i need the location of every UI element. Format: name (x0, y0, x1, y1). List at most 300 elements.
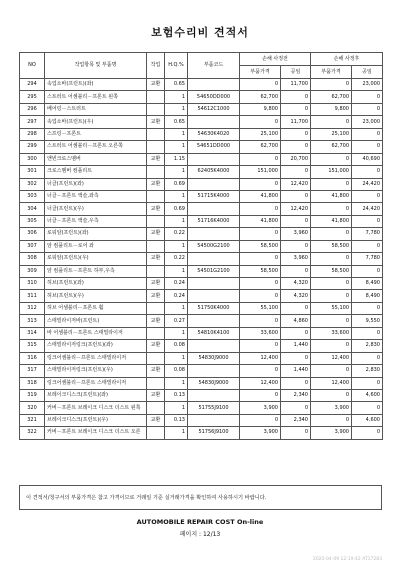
cell-bl: 20,700 (281, 153, 311, 165)
cell-bp: 25,100 (240, 128, 281, 140)
cell-ap: 3,900 (311, 402, 352, 414)
cell-bl: 11,700 (281, 116, 311, 128)
cell-hq: 0.69 (165, 203, 188, 215)
cell-al: 0 (352, 190, 383, 202)
cell-bp: 0 (240, 389, 281, 401)
cell-no: 295 (20, 91, 45, 103)
cell-work (147, 141, 165, 153)
cell-name: 너클(프런트)(우) (45, 203, 147, 215)
table-row (20, 103, 383, 115)
cell-bp: 0 (240, 79, 281, 91)
cell-work (147, 240, 165, 252)
cell-bp: 0 (240, 178, 281, 190)
cell-ap: 41,800 (311, 215, 352, 227)
cell-no: 313 (20, 315, 45, 327)
cell-al: 0 (352, 427, 383, 439)
table-row (20, 302, 383, 314)
cell-hq: 1 (165, 302, 188, 314)
table-row (20, 166, 383, 178)
col-name: 작업항목 및 부품명 (45, 53, 147, 79)
cell-code (188, 278, 240, 290)
table-row (20, 265, 383, 277)
cell-bl: 0 (281, 141, 311, 153)
cell-ap: 0 (311, 278, 352, 290)
cell-bl: 0 (281, 190, 311, 202)
cell-no: 300 (20, 153, 45, 165)
cell-al: 0 (352, 240, 383, 252)
cell-bp: 0 (240, 228, 281, 240)
cell-work: 교환 (147, 228, 165, 240)
cell-hq: 0.13 (165, 414, 188, 426)
cell-al: 9,550 (352, 315, 383, 327)
table-row (20, 240, 383, 252)
cell-hq: 1 (165, 352, 188, 364)
cell-bp: 58,500 (240, 240, 281, 252)
cell-no: 302 (20, 178, 45, 190)
cell-bl: 0 (281, 128, 311, 140)
cell-no: 318 (20, 377, 45, 389)
cell-work (147, 302, 165, 314)
cell-bp: 151,000 (240, 166, 281, 178)
cell-al: 4,600 (352, 414, 383, 426)
cell-name: 스태빌라이저링크(프런트)(좌) (45, 340, 147, 352)
cell-no: 316 (20, 352, 45, 364)
cell-al: 8,490 (352, 290, 383, 302)
cell-ap: 0 (311, 365, 352, 377)
cell-no: 304 (20, 203, 45, 215)
cell-al: 2,830 (352, 365, 383, 377)
table-row (20, 377, 383, 389)
cell-work (147, 427, 165, 439)
cell-bl: 0 (281, 265, 311, 277)
cell-al: 24,420 (352, 178, 383, 190)
cell-hq: 1 (165, 327, 188, 339)
cell-al: 7,780 (352, 253, 383, 265)
cell-bp: 62,700 (240, 91, 281, 103)
cell-name: 링크어셈블리－프론트 스태빌라이저 (45, 377, 147, 389)
cell-hq: 0.27 (165, 315, 188, 327)
cell-ap: 3,900 (311, 427, 352, 439)
table-row (20, 116, 383, 128)
cell-bp: 3,900 (240, 427, 281, 439)
cell-hq: 0.22 (165, 253, 188, 265)
col-before: 손해 사정전 (240, 53, 311, 66)
cell-no: 307 (20, 240, 45, 252)
cell-name: 너클－프론트 액슬,우측 (45, 215, 147, 227)
table-row (20, 290, 383, 302)
document-title: 보험수리비 견적서 (151, 26, 249, 39)
cell-hq: 1 (165, 215, 188, 227)
cell-bl: 0 (281, 91, 311, 103)
cell-no: 301 (20, 166, 45, 178)
cell-ap: 0 (311, 203, 352, 215)
cell-ap: 0 (311, 253, 352, 265)
cell-name: 커버－프론트 브레이크 디스크 더스트 왼쪽 (45, 402, 147, 414)
cell-bp: 12,400 (240, 377, 281, 389)
table-row (20, 228, 383, 240)
cell-name: 앤빈크로스멤버 (45, 153, 147, 165)
col-hq: H.Q.% (165, 53, 188, 79)
cell-hq: 1 (165, 91, 188, 103)
cell-bp: 0 (240, 278, 281, 290)
cell-code: 54650DD000 (188, 91, 240, 103)
cell-bl: 0 (281, 377, 311, 389)
cell-code: 54612C1000 (188, 103, 240, 115)
cell-al: 0 (352, 377, 383, 389)
cell-name: 링크어셈블리－프론트 스태빌라이저 (45, 352, 147, 364)
cell-bl: 0 (281, 215, 311, 227)
cell-bp: 62,700 (240, 141, 281, 153)
cell-ap: 0 (311, 153, 352, 165)
cell-bl: 2,340 (281, 389, 311, 401)
cell-work (147, 166, 165, 178)
cell-bl: 0 (281, 166, 311, 178)
cell-code: 62405K4000 (188, 166, 240, 178)
cell-work: 교환 (147, 315, 165, 327)
cell-al: 0 (352, 103, 383, 115)
cell-code: 54501G2100 (188, 265, 240, 277)
cell-bp: 0 (240, 203, 281, 215)
cell-bl: 3,960 (281, 253, 311, 265)
cell-bp: 0 (240, 315, 281, 327)
cell-ap: 12,400 (311, 377, 352, 389)
cell-al: 0 (352, 352, 383, 364)
cell-code (188, 414, 240, 426)
cell-ap: 0 (311, 79, 352, 91)
cell-bl: 0 (281, 302, 311, 314)
cell-al: 4,600 (352, 389, 383, 401)
cell-bl: 0 (281, 427, 311, 439)
cell-bp: 0 (240, 253, 281, 265)
cell-ap: 41,800 (311, 190, 352, 202)
cell-ap: 0 (311, 290, 352, 302)
cell-code (188, 290, 240, 302)
cell-hq: 1 (165, 240, 188, 252)
cell-bp: 0 (240, 290, 281, 302)
table-row (20, 215, 383, 227)
cell-work (147, 327, 165, 339)
cell-name: 스트러트 어셈블리－프론트 오른쪽 (45, 141, 147, 153)
cell-code: 51756J9100 (188, 427, 240, 439)
cell-bl: 1,440 (281, 365, 311, 377)
cell-work: 교환 (147, 79, 165, 91)
table-row (20, 178, 383, 190)
cell-code (188, 228, 240, 240)
cell-no: 322 (20, 427, 45, 439)
cell-code: 54830J9000 (188, 352, 240, 364)
cell-bl: 0 (281, 240, 311, 252)
page-number: 페이지 : 12/13 (179, 531, 221, 538)
cell-work: 교환 (147, 116, 165, 128)
cell-ap: 0 (311, 228, 352, 240)
cell-al: 8,490 (352, 278, 383, 290)
cell-al: 7,780 (352, 228, 383, 240)
cell-no: 305 (20, 215, 45, 227)
cell-no: 309 (20, 265, 45, 277)
cell-no: 306 (20, 228, 45, 240)
table-row (20, 427, 383, 439)
cell-work (147, 402, 165, 414)
cell-code: 51755J9100 (188, 402, 240, 414)
cell-al: 2,830 (352, 340, 383, 352)
cell-work: 교환 (147, 253, 165, 265)
cell-bp: 41,800 (240, 190, 281, 202)
cell-work: 교환 (147, 178, 165, 190)
cell-hq: 1 (165, 427, 188, 439)
cell-no: 311 (20, 290, 45, 302)
cell-al: 0 (352, 302, 383, 314)
cell-work: 교환 (147, 278, 165, 290)
cell-code (188, 315, 240, 327)
cell-ap: 55,100 (311, 302, 352, 314)
cell-bp: 12,400 (240, 352, 281, 364)
table-row (20, 365, 383, 377)
cell-bp: 55,100 (240, 302, 281, 314)
table-row (20, 402, 383, 414)
cell-hq: 1 (165, 190, 188, 202)
cell-al: 0 (352, 166, 383, 178)
cell-bp: 33,600 (240, 327, 281, 339)
cell-ap: 0 (311, 315, 352, 327)
table-row (20, 141, 383, 153)
cell-work: 교환 (147, 389, 165, 401)
cell-work: 교환 (147, 203, 165, 215)
cell-code (188, 253, 240, 265)
cell-al: 0 (352, 265, 383, 277)
table-row (20, 128, 383, 140)
cell-name: 스태빌라이저링크(프런트)(우) (45, 365, 147, 377)
cell-bp: 41,800 (240, 215, 281, 227)
cell-name: 커버－프론트 브레이크 디스크 더스트 오른 (45, 427, 147, 439)
table-row (20, 253, 383, 265)
col-before-labor: 공임 (281, 66, 311, 79)
cell-name: 브레이크디스크(프런트)(좌) (45, 389, 147, 401)
cell-code: 54651DD000 (188, 141, 240, 153)
table-row (20, 327, 383, 339)
cell-hq: 0.65 (165, 79, 188, 91)
cell-code (188, 153, 240, 165)
cell-hq: 0.65 (165, 116, 188, 128)
cell-work (147, 265, 165, 277)
cell-work (147, 103, 165, 115)
cell-hq: 0.08 (165, 340, 188, 352)
cell-code (188, 365, 240, 377)
cell-no: 297 (20, 116, 45, 128)
table-row (20, 315, 383, 327)
cell-name: 로워암(프런트)(좌) (45, 228, 147, 240)
cell-work (147, 190, 165, 202)
cell-al: 0 (352, 141, 383, 153)
footer-title: AUTOMOBILE REPAIR COST On-line (136, 518, 264, 526)
cell-name: 스트러트 어셈블리－프론트 왼쪽 (45, 91, 147, 103)
cell-code (188, 340, 240, 352)
cell-ap: 0 (311, 116, 352, 128)
cell-bp: 0 (240, 365, 281, 377)
col-after-part: 부품가격 (311, 66, 352, 79)
cell-work: 교환 (147, 290, 165, 302)
col-no: NO (20, 53, 45, 79)
cell-name: 속업소바(프런트)(우) (45, 116, 147, 128)
cell-hq: 1 (165, 166, 188, 178)
cell-hq: 0.24 (165, 278, 188, 290)
table-row (20, 389, 383, 401)
cell-bl: 1,440 (281, 340, 311, 352)
cell-name: 베어링－스트러트 (45, 103, 147, 115)
cell-ap: 58,500 (311, 240, 352, 252)
cell-bp: 0 (240, 414, 281, 426)
table-row (20, 414, 383, 426)
cell-work: 교환 (147, 365, 165, 377)
cell-ap: 58,500 (311, 265, 352, 277)
cell-ap: 9,800 (311, 103, 352, 115)
cell-bl: 2,340 (281, 414, 311, 426)
cell-code (188, 203, 240, 215)
cell-hq: 1 (165, 265, 188, 277)
cell-code: 54500G2100 (188, 240, 240, 252)
cell-hq: 0.69 (165, 178, 188, 190)
cell-al: 40,690 (352, 153, 383, 165)
cell-no: 317 (20, 365, 45, 377)
print-timestamp: 2025-04-09 12:19:42 AT17283 (312, 557, 382, 562)
cell-hq: 1 (165, 103, 188, 115)
col-work: 작업 (147, 53, 165, 79)
cell-al: 0 (352, 402, 383, 414)
cell-name: 브레이크디스크(프런트)(우) (45, 414, 147, 426)
cell-hq: 1 (165, 377, 188, 389)
cell-no: 314 (20, 327, 45, 339)
cell-hq: 1 (165, 402, 188, 414)
cell-code: 54810K4100 (188, 327, 240, 339)
cell-bl: 4,860 (281, 315, 311, 327)
cell-work (147, 377, 165, 389)
cell-bp: 3,900 (240, 402, 281, 414)
table-row (20, 340, 383, 352)
cell-hq: 1 (165, 141, 188, 153)
table-row (20, 352, 383, 364)
cell-ap: 0 (311, 389, 352, 401)
table-row (20, 203, 383, 215)
cell-work: 교환 (147, 340, 165, 352)
cell-name: 스태빌라이저바(프런트) (45, 315, 147, 327)
cell-name: 허브 어셈블리－프론트 휠 (45, 302, 147, 314)
cell-code: 51715K4000 (188, 190, 240, 202)
cell-al: 0 (352, 128, 383, 140)
cell-ap: 0 (311, 178, 352, 190)
cell-name: 너클(프런트)(좌) (45, 178, 147, 190)
cell-bl: 0 (281, 103, 311, 115)
cell-bl: 11,700 (281, 79, 311, 91)
cell-code (188, 178, 240, 190)
cell-al: 0 (352, 91, 383, 103)
cell-name: 바 어셈블리－프론트 스태빌라이저 (45, 327, 147, 339)
table-row (20, 278, 383, 290)
cell-no: 319 (20, 389, 45, 401)
cell-work (147, 128, 165, 140)
cell-work (147, 352, 165, 364)
table-row (20, 91, 383, 103)
cell-hq: 0.22 (165, 228, 188, 240)
cell-ap: 25,100 (311, 128, 352, 140)
cell-code (188, 389, 240, 401)
cell-no: 294 (20, 79, 45, 91)
cell-bp: 58,500 (240, 265, 281, 277)
col-after: 손해 사정후 (311, 53, 383, 66)
cell-al: 23,000 (352, 79, 383, 91)
cell-bl: 12,420 (281, 178, 311, 190)
cell-name: 너클－프론트 액슬,좌측 (45, 190, 147, 202)
cell-name: 로워암(프런트)(우) (45, 253, 147, 265)
cell-no: 315 (20, 340, 45, 352)
cell-bp: 0 (240, 153, 281, 165)
cell-name: 크로스멤버 컴플리트 (45, 166, 147, 178)
col-code: 부품코드 (188, 53, 240, 79)
cell-al: 0 (352, 215, 383, 227)
cell-ap: 33,600 (311, 327, 352, 339)
cell-ap: 151,000 (311, 166, 352, 178)
cell-name: 스프링－프론트 (45, 128, 147, 140)
cell-bl: 0 (281, 402, 311, 414)
cell-code: 54630K4020 (188, 128, 240, 140)
cell-bl: 4,320 (281, 278, 311, 290)
cell-hq: 0.13 (165, 389, 188, 401)
cell-no: 299 (20, 141, 45, 153)
cell-name: 암 컴플리트－프론트 하부,우측 (45, 265, 147, 277)
cell-name: 허브(프런트)(우) (45, 290, 147, 302)
cell-no: 308 (20, 253, 45, 265)
cell-name: 허브(프런트)(좌) (45, 278, 147, 290)
cell-hq: 0.24 (165, 290, 188, 302)
cell-al: 0 (352, 327, 383, 339)
cell-bl: 12,420 (281, 203, 311, 215)
cell-no: 312 (20, 302, 45, 314)
table-row (20, 153, 383, 165)
cell-hq: 1 (165, 128, 188, 140)
cell-bl: 4,320 (281, 290, 311, 302)
cell-bl: 3,960 (281, 228, 311, 240)
cell-bl: 0 (281, 352, 311, 364)
cell-hq: 1.15 (165, 153, 188, 165)
table-row (20, 79, 383, 91)
cell-ap: 62,700 (311, 91, 352, 103)
cell-hq: 0.08 (165, 365, 188, 377)
cell-no: 320 (20, 402, 45, 414)
cell-al: 24,420 (352, 203, 383, 215)
cell-no: 303 (20, 190, 45, 202)
cell-bp: 0 (240, 340, 281, 352)
cell-no: 321 (20, 414, 45, 426)
cell-code: 51716K4000 (188, 215, 240, 227)
cell-work: 교환 (147, 153, 165, 165)
cell-code: 51750K4000 (188, 302, 240, 314)
table-row (20, 190, 383, 202)
cell-bl: 0 (281, 327, 311, 339)
cell-work (147, 215, 165, 227)
cell-no: 298 (20, 128, 45, 140)
cell-no: 296 (20, 103, 45, 115)
cell-work (147, 91, 165, 103)
notice-text: 이 견적서/청구서의 부품가격은 참고 가격이므로 거래일 기준 실거래가격을 확인하여 사용하시기 바랍니다. (19, 485, 382, 510)
col-after-labor: 공임 (352, 66, 383, 79)
header-row-1 (20, 53, 383, 66)
cell-ap: 62,700 (311, 141, 352, 153)
cell-ap: 0 (311, 414, 352, 426)
cell-ap: 12,400 (311, 352, 352, 364)
cell-name: 암 컴플리트－로어 좌 (45, 240, 147, 252)
estimate-table (19, 52, 383, 440)
cell-work: 교환 (147, 414, 165, 426)
cell-code: 54830J9000 (188, 377, 240, 389)
cell-al: 23,000 (352, 116, 383, 128)
